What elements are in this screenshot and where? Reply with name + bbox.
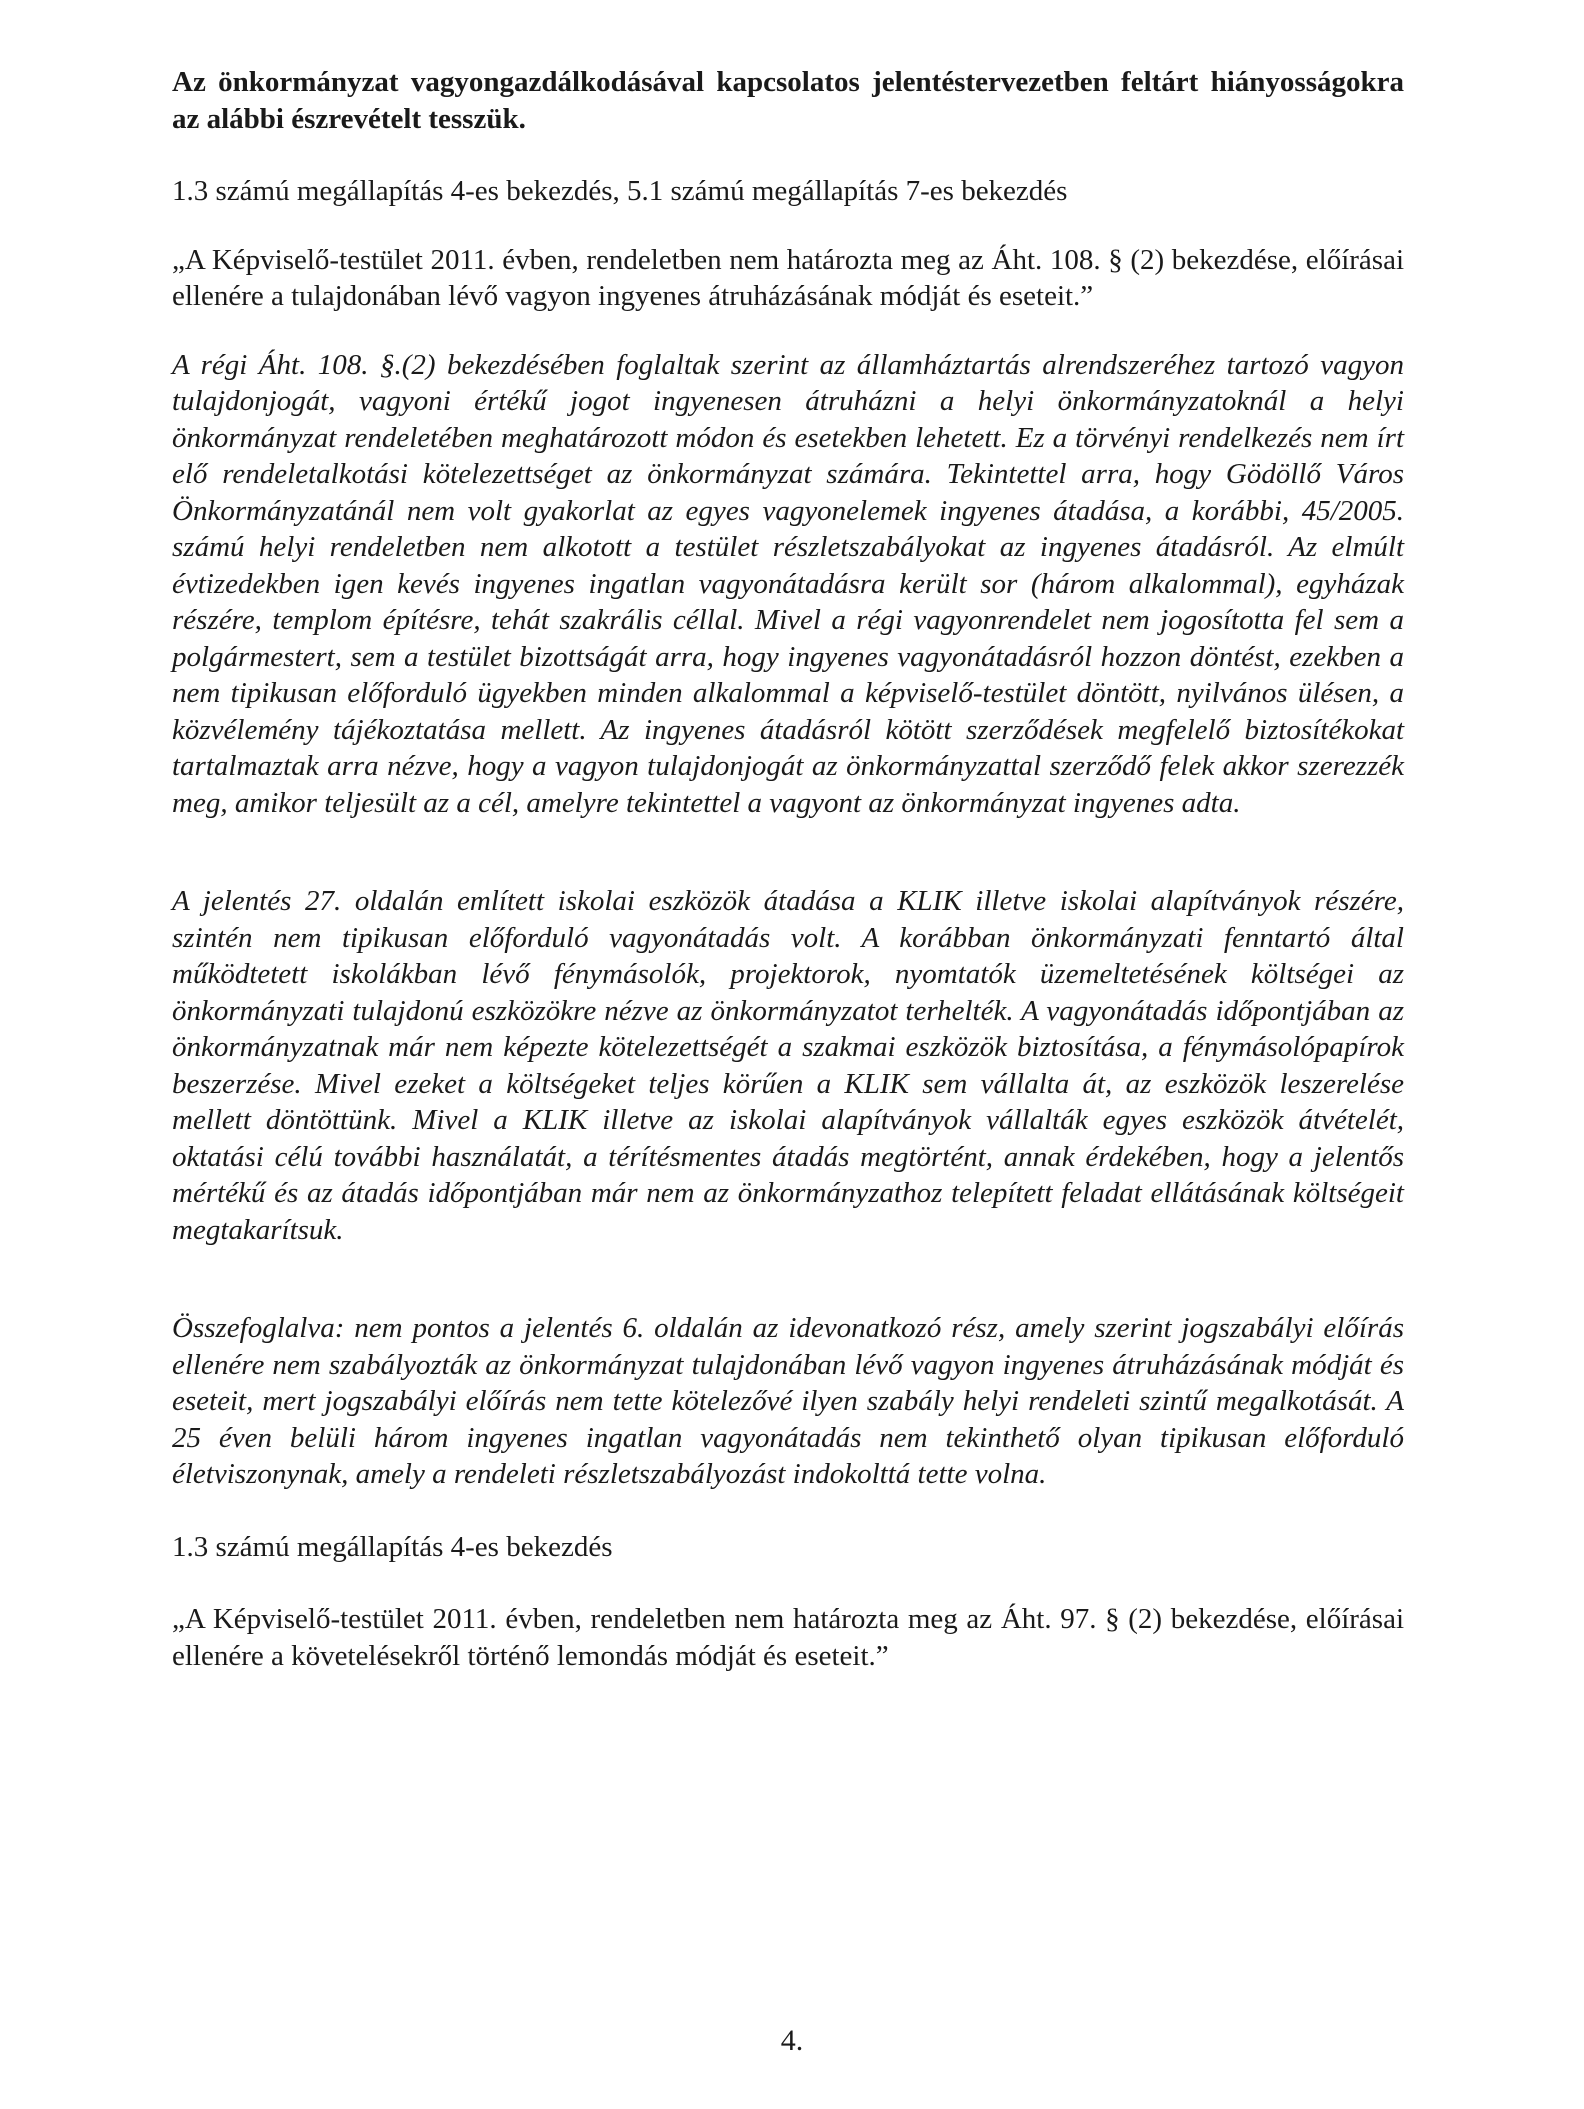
document-page	[172, 64, 1404, 1674]
paragraph-school-equipment: A jelentés 27. oldalán említett iskolai eszközök átadása a KLIK illetve iskolai alapítványok részére, szintén nem tipikusan előforduló vagyonátadás volt. A korábban önkormányzati fenntartó által működtetett iskolákban lévő fénymásolók, projektorok, nyomtatók üzemeltetésének költségei az önkormányzati tulajdonú eszközökre nézve az önkormányzatot terhelték. A vagyonátadás időpontjában az önkormányzatnak már nem képezte kötelezettségét a szakmai eszközök biztosítása, a fénymásolópapírok beszerzése. Mivel ezeket a költségeket teljes körűen a KLIK sem vállalta át, az eszközök leszerelése mellett döntöttünk. Mivel a KLIK illetve az iskolai alapítványok vállalták egyes eszközök átvételét, oktatási célú további használatát, a térítésmentes átadás megtörtént, annak érdekében, hogy a jelentős mértékű és az átadás időpontjában már nem az önkormányzathoz telepített feladat ellátásának költségeit megtakarítsuk.	[172, 885, 1404, 1246]
section2-reference: 1.3 számú megállapítás 4-es bekezdés	[172, 1530, 613, 1563]
paragraph-old-aht: A régi Áht. 108. §.(2) bekezdésében foglaltak szerint az államháztartás alrendszeréhez tartozó vagyon tulajdonjogát, vagyoni értékű jogot ingyenesen átruházni a helyi önkormányzatoknál a helyi önkormányzat rendeletében meghatározott módon és esetekben lehetett. Ez a törvényi rendelkezés nem írt elő rendeletalkotási kötelezettséget az önkormányzat számára. Tekintettel arra, hogy Gödöllő Város Önkormányzatánál nem volt gyakorlat az egyes vagyonelemek ingyenes átadása, a korábbi, 45/2005. számú helyi rendeletben nem alkotott a testület részletszabályokat az ingyenes átadásról. Az elmúlt évtizedekben igen kevés ingyenes ingatlan vagyonátadásra került sor (három alkalommal), egyházak részére, templom építésre, tehát szakrális céllal. Mivel a régi vagyonrendelet nem jogosította fel sem a polgármestert, sem a testület bizottságát arra, hogy ingyenes vagyonátadásról hozzon döntést, ezekben a nem tipikusan előforduló ügyekben minden alkalommal a képviselő-testület döntött, nyilvános ülésen, a közvélemény tájékoztatása mellett. Az ingyenes átadásról kötött szerződések megfelelő biztosítékokat tartalmaztak arra nézve, hogy a vagyon tulajdonjogát az önkormányzattal szerződő felek akkor szerezzék meg, amikor teljesült az a cél, amelyre tekintettel a vagyont az önkormányzat ingyenes adta.	[172, 348, 1404, 819]
paragraph-summary: Összefoglalva: nem pontos a jelentés 6. oldalán az idevonatkozó rész, amely szerint jogszabályi előírás ellenére nem szabályozták az önkormányzat tulajdonában lévő vagyon ingyenes átruházásának módját és eseteit, mert jogszabályi előírás nem tette kötelezővé ilyen szabály helyi rendeleti szintű megalkotását. A 25 éven belüli három ingyenes ingatlan vagyonátadás nem tekinthető olyan tipikusan előforduló életviszonynak, amely a rendeleti részletszabályozást indokolttá tette volna.	[172, 1312, 1404, 1490]
section1-reference: 1.3 számú megállapítás 4-es bekezdés, 5.1 számú megállapítás 7-es bekezdés	[172, 175, 1068, 207]
section1-quote: „A Képviselő-testület 2011. évben, rendeletben nem határozta meg az Áht. 108. § (2) bekezdése, előírásai ellenére a tulajdonában lévő vagyon ingyenes átruházásának módját és eseteit.”	[172, 243, 1404, 312]
document-heading: Az önkormányzat vagyongazdálkodásával kapcsolatos jelentéstervezetben feltárt hiányosságokra az alábbi észrevételt tesszük.	[172, 66, 1404, 135]
section2-quote: „A Képviselő-testület 2011. évben, rendeletben nem határozta meg az Áht. 97. § (2) bekezdése, előírásai ellenére a követelésekről történő lemondás módját és eseteit.”	[172, 1603, 1404, 1672]
page-number: 4.	[780, 2024, 804, 2057]
